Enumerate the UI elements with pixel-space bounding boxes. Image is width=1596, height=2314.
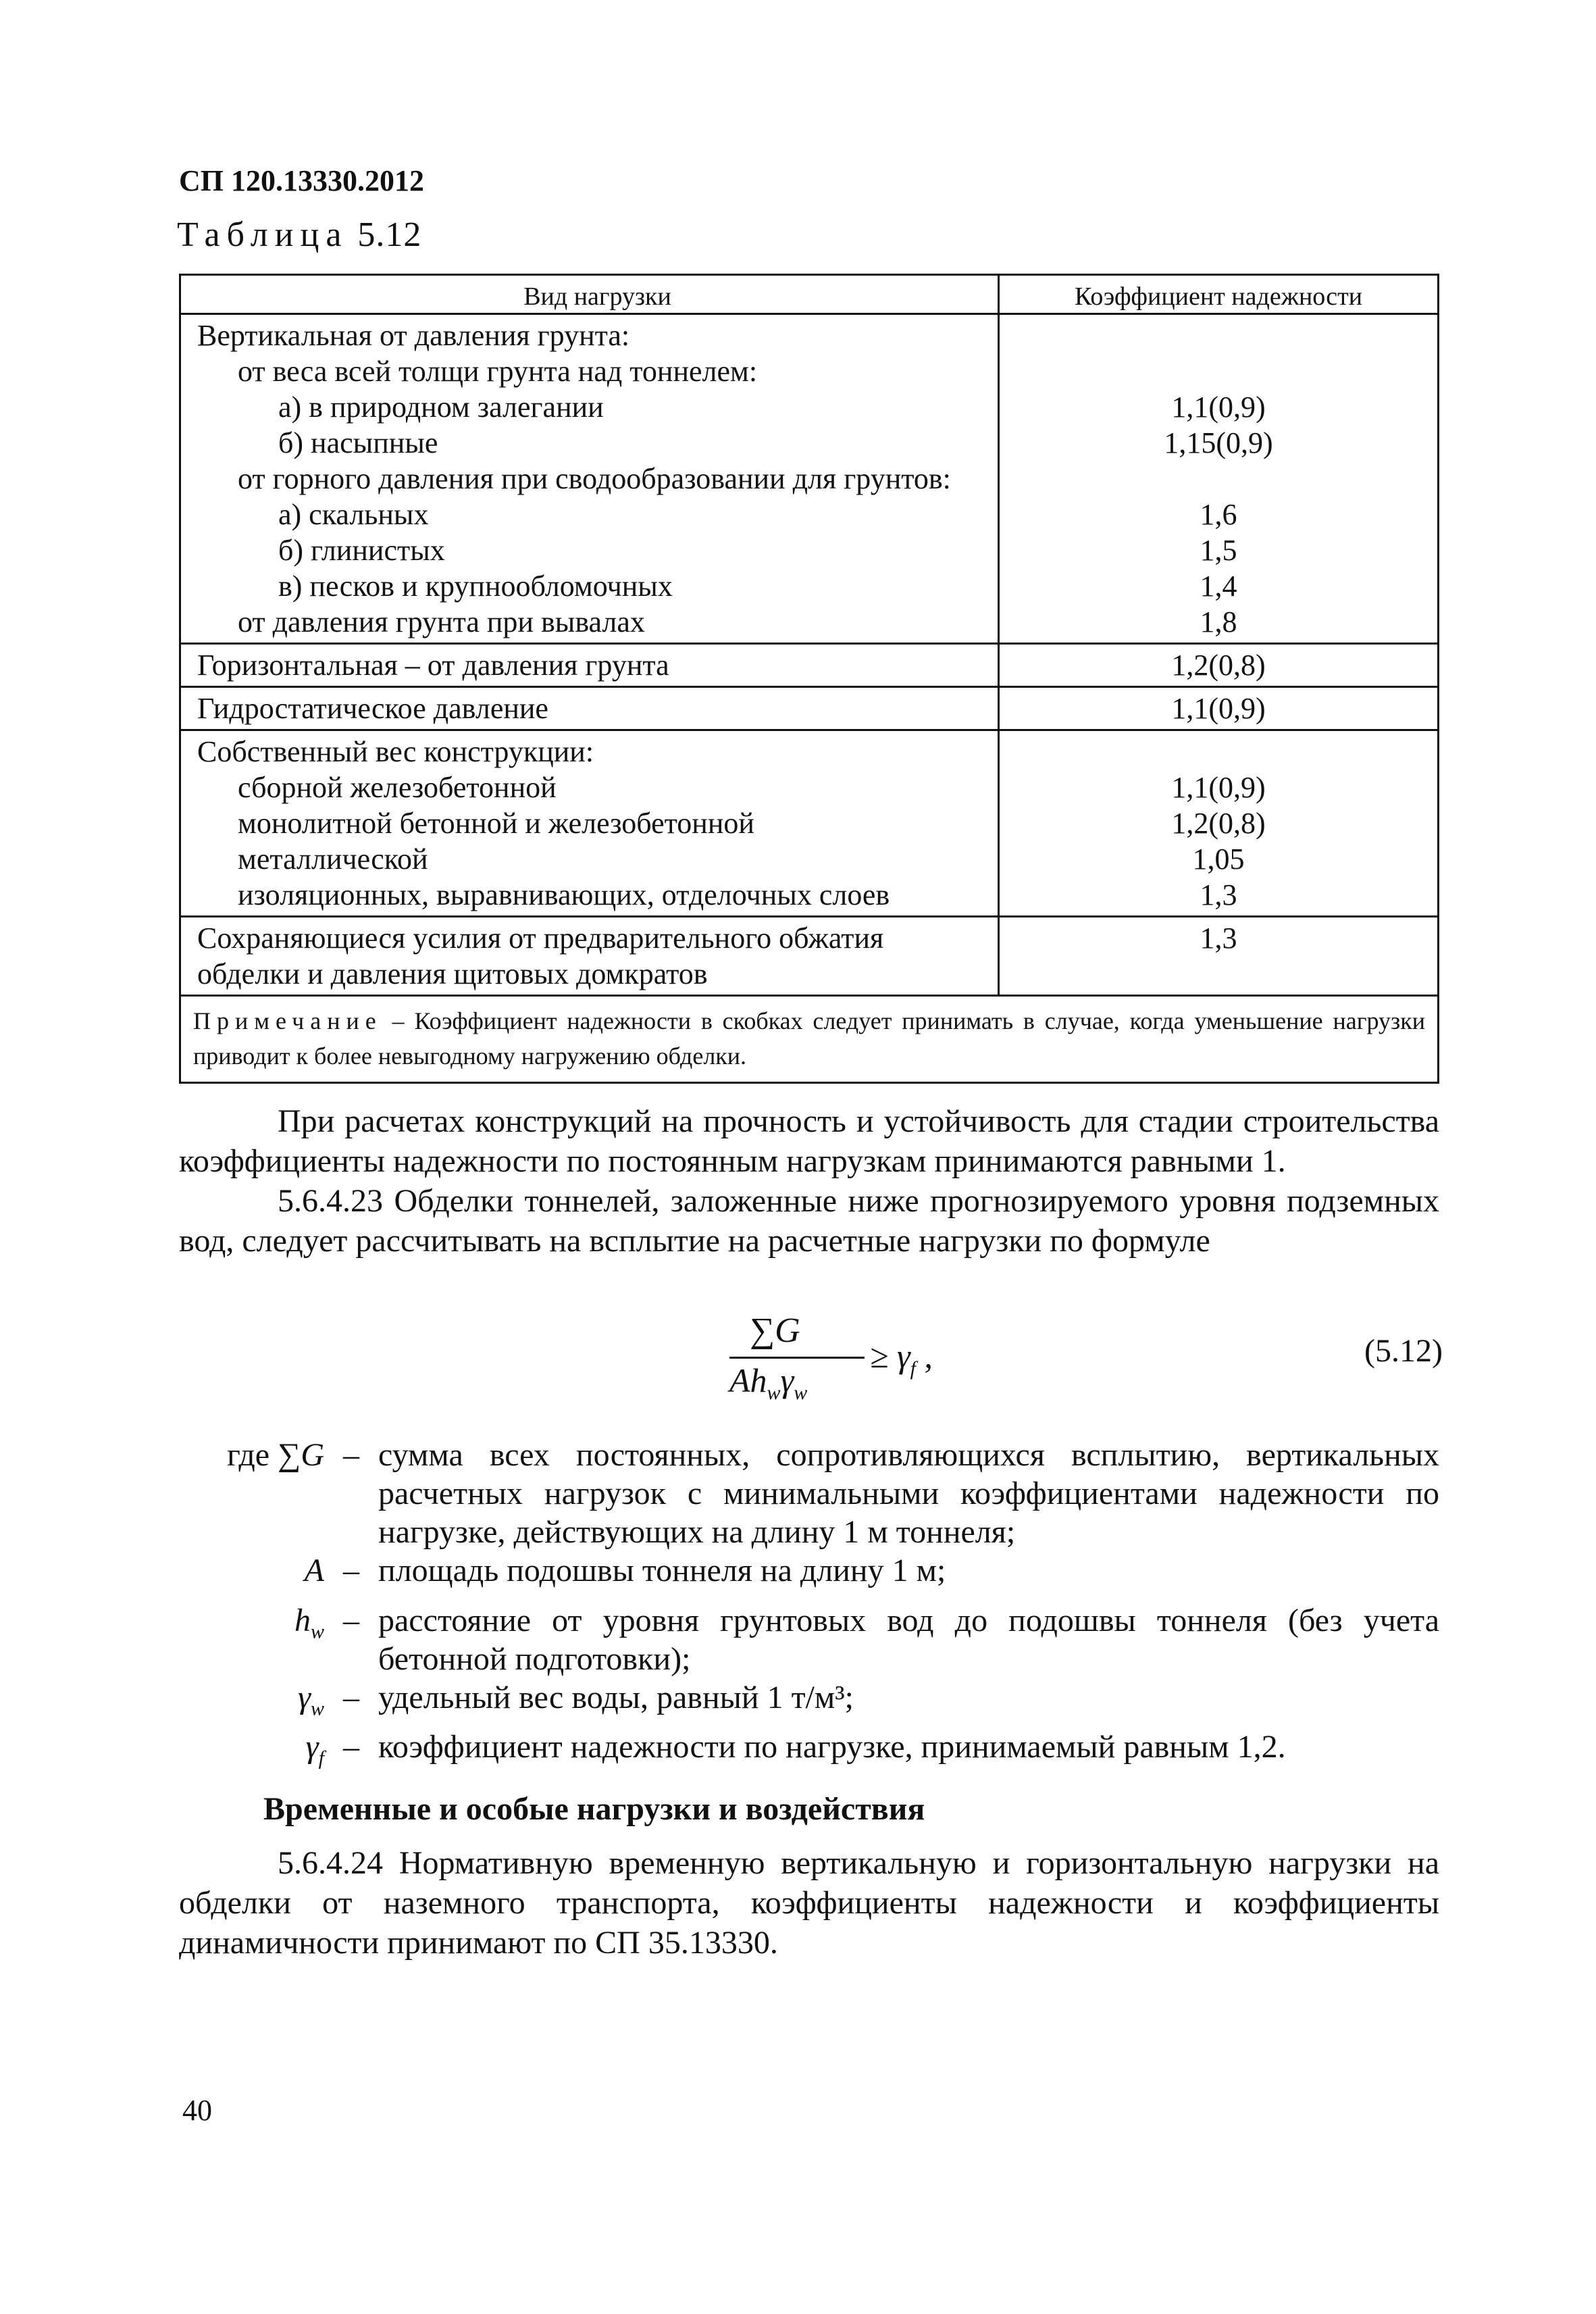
factor-value (1000, 734, 1437, 770)
note-label: Примечание (193, 1007, 382, 1034)
load-type-cell (181, 645, 1000, 686)
load-type-line: б) глинистых (278, 534, 445, 567)
factor-value: 1,1(0,9) (1171, 771, 1266, 804)
factor-cell (1000, 315, 1437, 643)
load-type-cell (181, 731, 1000, 915)
load-type-cell (181, 315, 1000, 643)
definition-dash: – (343, 1679, 359, 1715)
definition-symbol: где ∑G (227, 1437, 324, 1473)
load-type-line: Собственный вес конструкции: (197, 735, 594, 768)
table-caption (177, 215, 421, 255)
load-type-cell (181, 688, 1000, 729)
table-row (181, 731, 1437, 917)
factor-value (1000, 461, 1437, 497)
load-type-line: Горизонтальная – от давления грунта (197, 649, 669, 682)
factor-value: 1,5 (1200, 534, 1237, 567)
table-caption-number: 5.12 (357, 216, 422, 254)
load-type-line: металлической (238, 842, 428, 876)
definition-item (179, 1551, 1439, 1601)
table-header-row (181, 276, 1437, 315)
load-type-line: от давления грунта при вывалах (238, 605, 645, 638)
factor-value: 1,3 (1200, 878, 1237, 911)
definition-symbol: $\gamma_f$ (305, 1729, 324, 1769)
load-type-line: сборной железобетонной (238, 771, 557, 804)
definition-dash: – (343, 1729, 359, 1765)
factor-value: 1,3 (1200, 922, 1237, 955)
factor-cell (1000, 688, 1437, 729)
table-caption-word: Таблица (177, 216, 349, 254)
load-type-line: Гидростатическое давление (197, 692, 548, 725)
factor-value: 1,4 (1200, 570, 1237, 603)
definition-symbol: $h_w$ (294, 1602, 324, 1643)
definition-dash: – (343, 1602, 359, 1638)
definition-item (179, 1728, 1439, 1778)
load-type-line: монолитной бетонной и железобетонной (238, 807, 754, 840)
table-body (181, 315, 1437, 997)
definition-symbol: $\gamma_w$ (298, 1679, 324, 1720)
definition-text: сумма всех постоянных, сопротивляющихся всплытию, вертикальных расчетных нагрузок с минимальными коэффициентами надежности по нагрузке, действующих на длину 1 м тоннеля; (378, 1437, 1439, 1550)
factor-value: 1,8 (1200, 605, 1237, 638)
load-type-line: б) насыпные (278, 426, 438, 459)
definition-item (179, 1601, 1439, 1678)
factor-value (1000, 353, 1437, 389)
formula-definitions (179, 1436, 1439, 1778)
factor-value: 1,6 (1200, 498, 1237, 531)
section-heading: Временные и особые нагрузки и воздействия (263, 1791, 925, 1827)
load-type-line: Сохраняющиеся усилия от предварительного обжатия (197, 922, 884, 955)
definition-item (179, 1436, 1439, 1551)
factor-value (1000, 956, 1437, 992)
table-note (181, 997, 1437, 1082)
document-code: СП 120.13330.2012 (179, 164, 424, 197)
column-header-factor: Коэффициент надежности (1074, 282, 1363, 311)
load-type-line: от горного давления при сводообразовании для грунтов: (238, 462, 951, 495)
formula-denominator: $Ah_w\gamma_w$ (729, 1361, 808, 1404)
table-row (181, 315, 1437, 645)
paragraph-5-6-4-24: 5.6.4.24 Нормативную временную вертикальную и горизонтальную нагрузки на обделки от наземного транспорта, коэффициенты надежности и коэффициенты динамичности принимают по СП 35.13330. (179, 1845, 1439, 1961)
definition-text: удельный вес воды, равный 1 т/м³; (378, 1679, 854, 1715)
factor-cell (1000, 731, 1437, 915)
formula-number: (5.12) (1364, 1333, 1443, 1369)
load-factor-table (179, 274, 1439, 1084)
load-type-line: от веса всей толщи грунта над тоннелем: (238, 355, 758, 388)
paragraph-strength-calc: При расчетах конструкций на прочность и устойчивость для стадии строительства коэффициенты надежности по постоянным нагрузкам принимаются равными 1. (179, 1103, 1439, 1179)
formula-5-12 (709, 1311, 979, 1412)
definition-symbol: A (304, 1553, 324, 1588)
factor-value: 1,2(0,8) (1171, 649, 1266, 682)
definition-text: расстояние от уровня грунтовых вод до подошвы тоннеля (без учета бетонной подготовки); (378, 1602, 1439, 1677)
definition-text: коэффициент надежности по нагрузке, принимаемый равным 1,2. (378, 1729, 1286, 1765)
definition-dash: – (343, 1437, 359, 1473)
formula-numerator: ∑G (750, 1311, 800, 1350)
fraction-bar (729, 1357, 865, 1359)
load-type-line: Вертикальная от давления грунта: (197, 319, 630, 352)
formula-relation: ≥ $\gamma_f$ , (870, 1337, 933, 1380)
load-type-line: обделки и давления щитовых домкратов (197, 957, 708, 990)
factor-value (1000, 318, 1437, 353)
factor-value: 1,1(0,9) (1171, 391, 1266, 424)
factor-value: 1,1(0,9) (1171, 692, 1266, 725)
factor-value: 1,05 (1192, 842, 1245, 876)
load-type-line: изоляционных, выравнивающих, отделочных слоев (238, 878, 890, 911)
page-number: 40 (182, 2094, 212, 2127)
load-type-line: в) песков и крупнообломочных (278, 570, 673, 603)
table-row (181, 645, 1437, 688)
factor-value: 1,15(0,9) (1164, 426, 1273, 459)
factor-value: 1,2(0,8) (1171, 807, 1266, 840)
load-type-line: а) скальных (278, 498, 429, 531)
definition-item (179, 1678, 1439, 1728)
factor-cell (1000, 917, 1437, 995)
table-row (181, 688, 1437, 731)
table-row (181, 917, 1437, 997)
load-type-cell (181, 917, 1000, 995)
definition-dash: – (343, 1553, 359, 1588)
load-type-line: а) в природном залегании (278, 391, 604, 424)
factor-cell (1000, 645, 1437, 686)
column-header-load-type: Вид нагрузки (181, 276, 1000, 313)
definition-text: площадь подошвы тоннеля на длину 1 м; (378, 1553, 946, 1588)
note-text: – Коэффициент надежности в скобках следует принимать в случае, когда уменьшение нагрузки приводит к более невыгодному нагружению обделки. (193, 1007, 1425, 1070)
paragraph-5-6-4-23: 5.6.4.23 Обделки тоннелей, заложенные ниже прогнозируемого уровня подземных вод, следует рассчитывать на всплытие на расчетные нагрузки по формуле (179, 1183, 1439, 1259)
